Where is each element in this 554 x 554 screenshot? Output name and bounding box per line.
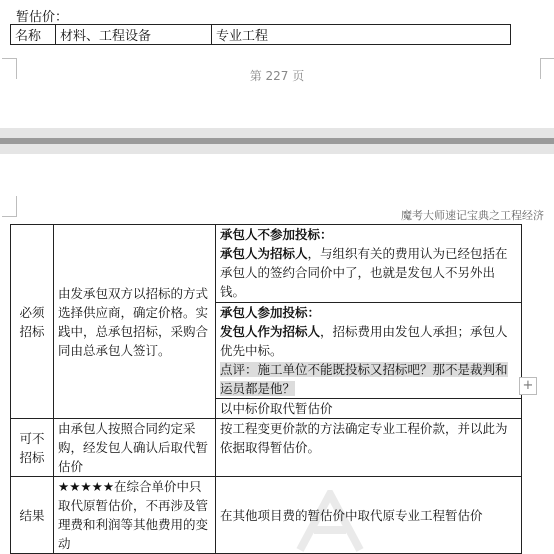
content-table: [10, 224, 522, 554]
table-row: [11, 419, 522, 477]
comment-highlight: 点评：施工单位不能既投标又招标吧？那不是裁判和运员都是他？: [220, 362, 508, 396]
contractor-bidding-cell: [216, 303, 522, 399]
rating-stars: ★★★★★: [58, 479, 115, 494]
estimate-table: [10, 24, 511, 45]
estimate-label: 暂估价：: [16, 10, 69, 25]
contractor-not-bidding-title: 承包人不参加投标：: [220, 227, 333, 242]
table-cell: 材料、工程设备: [56, 25, 212, 45]
body-text: 在综合单价中只取代原暂估价，不再涉及管理费和利润等其他费用的变动: [58, 479, 209, 551]
page-number: 第 227 页: [249, 69, 305, 83]
contractor-not-bidding-cell: [216, 225, 522, 303]
winning-bid-replaces-estimate: 以中标价取代暂估价: [216, 399, 522, 419]
no-bid-description: 由承包人按照合同约定采购，经发包人确认后取代暂估价: [54, 419, 216, 477]
contractor-not-bidding-text: [220, 244, 517, 301]
table-row: [11, 477, 522, 554]
contractor-bidding-title: 承包人参加投标：: [220, 305, 321, 320]
add-row-button[interactable]: +: [519, 377, 537, 395]
result-detail: 在其他项目费的暂估价中取代原专业工程暂估价: [216, 477, 522, 554]
document-page-top: [0, 0, 554, 128]
result-description: [54, 477, 216, 554]
comment-text: [220, 360, 517, 398]
bold-lead: 发包人作为招标人: [220, 324, 321, 339]
table-cell: 专业工程: [212, 25, 511, 45]
table-row: [11, 225, 522, 303]
page-separator: [0, 128, 554, 154]
row-header-result: 结果: [11, 477, 54, 554]
body-text: ，招标费用由发包人承担；承包人优先中标。: [220, 324, 508, 358]
page-corner-mark: [2, 196, 17, 217]
table-cell: 名称: [11, 25, 56, 45]
row-header-no-bid: 可不招标: [11, 419, 54, 477]
must-bid-description: 由发承包双方以招标的方式选择供应商，确定价格。实践中，总承包招标，采购合同由总承包人签订。: [54, 225, 216, 419]
running-header: 魔考大师速记宝典之工程经济: [401, 209, 544, 222]
contractor-bidding-text: [220, 322, 517, 360]
row-header-must-bid: 必须招标: [11, 225, 54, 419]
watermark-logo-icon: [290, 490, 370, 554]
bold-lead: 承包人为招标人: [220, 246, 308, 261]
no-bid-detail: 按工程变更价款的方法确定专业工程价款，并以此为依据取得暂估价。: [216, 419, 522, 477]
body-text: ，与组织有关的费用认为已经包括在承包人的签约合同价中了，也就是发包人不另外出钱。: [220, 246, 508, 299]
table-row: [11, 25, 511, 45]
page-separator-strip: [0, 138, 554, 144]
